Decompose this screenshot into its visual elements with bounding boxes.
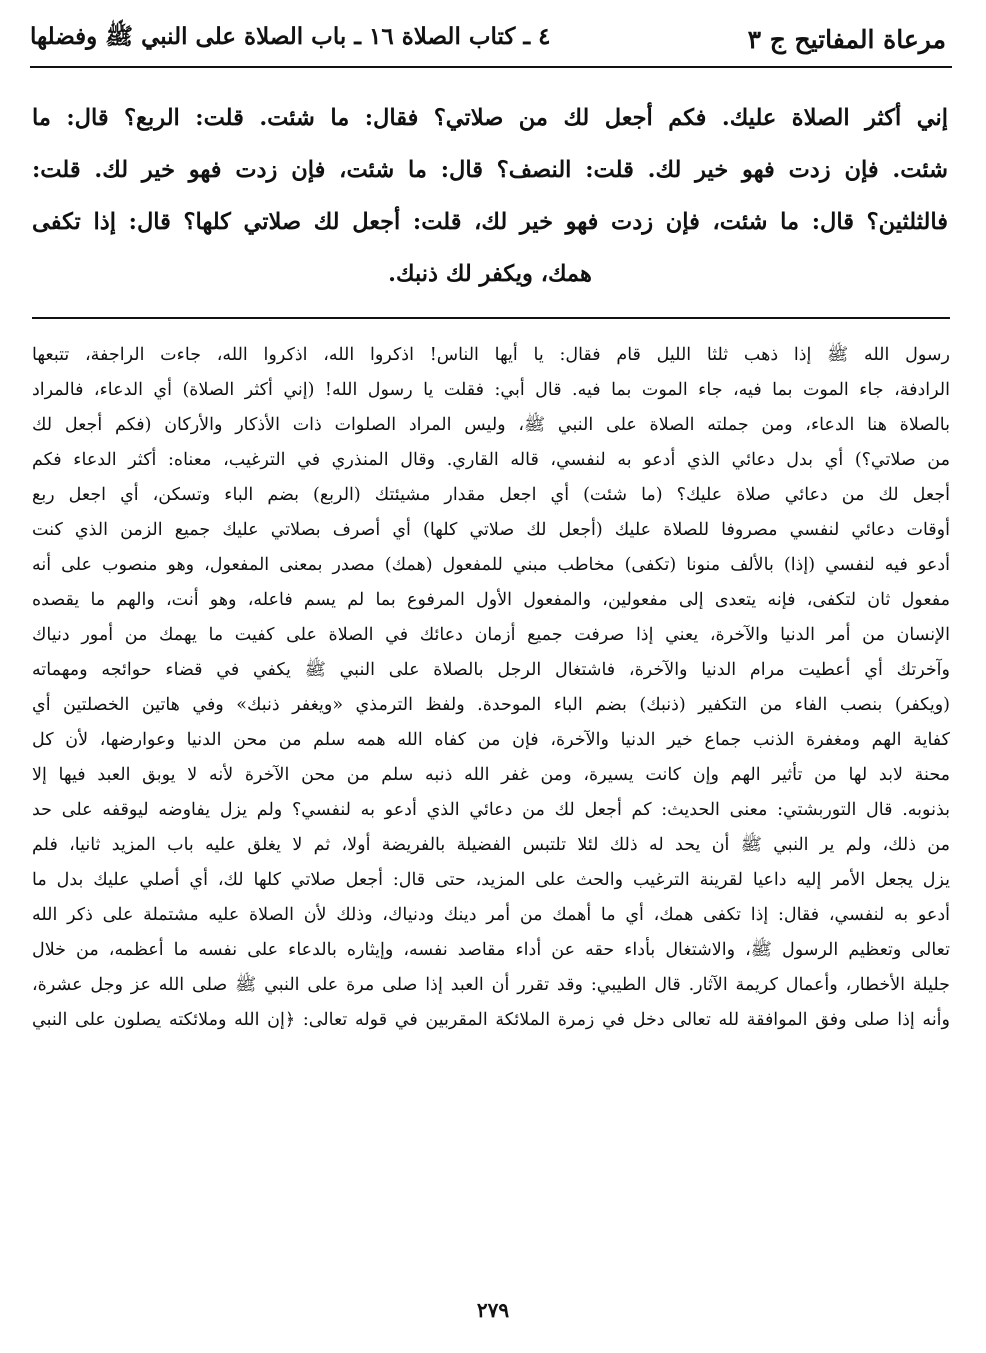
hadith-text [32,92,948,300]
commentary-line: تعالى وتعظيم الرسول ﷺ، والاشتغال بأداء حقه عن أداء مقاصد نفسه، وإيثاره بالدعاء على نفسه ما أعظمه، من خلال [32,940,950,960]
commentary-line: أدعو به لنفسي، فقال: إذا تكفى همك، أي ما أهمك من أمر دينك ودنياك، وذلك لأن الصلاة عليه مشتملة على ذكر الله [32,905,950,925]
commentary-line: (ويكفر) بنصب الفاء من التكفير (ذنبك) بضم الباء الموحدة. ولفظ الترمذي «ويغفر ذنبك» وفي هاتين الخصلتين أي [32,695,950,715]
commentary-line: من صلاتي؟) أي بدل دعائي الذي أدعو به لنفسي، قاله القاري. وقال المنذري في الترغيب، معناه: أكثر الدعاء فكم [32,450,950,470]
running-chapter-title: ٤ ـ كتاب الصلاة ١٦ ـ باب الصلاة على النبي ﷺ وفضلها [30,23,551,50]
commentary-line: جليلة الأخطار، وأعمال كريمة الآثار. قال الطيبي: وقد تقرر أن العبد إذا صلى مرة على النبي ﷺ صلى الله عز وجل عشرة، [32,975,950,995]
commentary-line: الرادفة، جاء الموت بما فيه، جاء الموت بما فيه. قال أبي: فقلت يا رسول الله! (إني أكثر الصلاة) أي الدعاء، فالمراد [32,380,950,400]
commentary-line: كفاية الهم ومغفرة الذنب جماع خير الدنيا والآخرة، فإن من كفاه الله همه سلم من محن الدنيا وعوارضها، لأن كل [32,730,950,750]
commentary-line: مفعول ثان لتكفى، فإنه يتعدى إلى مفعولين، والمفعول الأول المرفوع بما لم يسم فاعله، وهو أنت، والهم ما يقصده [32,590,950,610]
book-title: مرعاة المفاتيح ج ٣ [747,24,946,54]
hadith-line: فالثلثين؟ قال: ما شئت، فإن زدت فهو خير لك، قلت: أجعل لك صلاتي كلها؟ قال: إذا تكفى [32,209,948,235]
commentary-line: بالصلاة هنا الدعاء، ومن جملته الصلاة على النبي ﷺ، وليس المراد الصلوات ذات الأذكار والأركان (فكم أجعل لك [32,415,950,435]
hadith-line: شئت. فإن زدت فهو خير لك. قلت: النصف؟ قال: ما شئت، فإن زدت فهو خير لك. قلت: [32,157,948,183]
commentary-line: بذنوبه. قال التوربشتي: معنى الحديث: كم أجعل لك من دعائي الذي أدعو به لنفسي؟ ولم يزل يفاوضه ليوقفه على حد [32,800,950,820]
commentary-line: محنة لابد لها من تأثير الهم وإن كانت يسيرة، ومن غفر الله ذنبه سلم من محن الآخرة لأنه لا يوبق العبد فيها إلا [32,765,950,785]
commentary-line: من ذلك، ولم ير النبي ﷺ أن يحد له ذلك لئلا تلتبس الفضيلة بالفريضة أولا، ثم لا يغلق عليه باب المزيد ثانيا، فلم [32,835,950,855]
page-header [30,18,946,60]
commentary-line: أدعو فيه لنفسي (إذا) بالألف منونا (تكفى) مخاطب مبني للمفعول (همك) مصدر بمعنى المفعول، وهو منصوب على أنه [32,555,950,575]
commentary-line: رسول الله ﷺ إذا ذهب ثلثا الليل قام فقال: يا أيها الناس! اذكروا الله، اذكروا الله، جاءت الراجفة، تتبعها [32,345,950,365]
commentary-line: الإنسان من أمر الدنيا والآخرة، يعني إذا صرفت جميع أزمان دعائك في الصلاة على كفيت ما يهمك من أمور دنياك [32,625,950,645]
commentary-line: أجعل لك من دعائي صلاة عليك؟ (ما شئت) أي اجعل مقدار مشيئتك (الربع) بضم الباء وتسكن، أي اجعل ربع [32,485,950,505]
commentary-line: أوقات دعائي لنفسي مصروفا للصلاة عليك (أجعل لك صلاتي كلها) أي أصرف بصلاتي عليك جميع الزمن الذي كنت [32,520,950,540]
commentary-line: وآخرتك أي أعطيت مرام الدنيا والآخرة، فاشتغال الرجل بالصلاة على النبي ﷺ يكفي في قضاء حوائجه ومهماته [32,660,950,680]
hadith-line: همك، ويكفر لك ذنبك. [388,261,592,287]
commentary-line: وأنه إذا صلى وفق الموافقة لله تعالى دخل في زمرة الملائكة المقربين في قوله تعالى: ﴿إن الله وملائكته يصلون على النبي [32,1010,950,1030]
commentary-text [32,338,950,1038]
commentary-divider [32,317,950,319]
header-divider [30,66,952,68]
hadith-line: إني أكثر الصلاة عليك. فكم أجعل لك من صلاتي؟ فقال: ما شئت. قلت: الربع؟ قال: ما [32,105,948,131]
commentary-line: يزل يجعل الأمر إليه داعيا لقرينة الترغيب والحث على المزيد، حتى قال: أجعل صلاتي كلها لك، أي أصلي عليك بدل ما [32,870,950,890]
page-number: ٢٧٩ [476,1298,510,1322]
